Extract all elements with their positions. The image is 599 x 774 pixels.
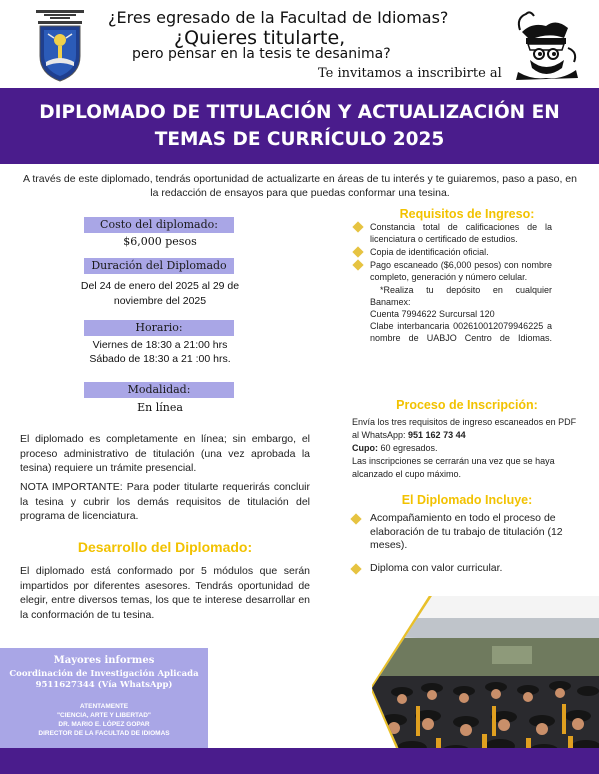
schedule-label: Horario: <box>84 320 234 336</box>
includes-list <box>350 512 572 584</box>
diamond-bullet-icon <box>350 563 361 574</box>
header-invitation: Te invitamos a inscribirte al <box>318 66 502 81</box>
footer-bar <box>0 748 599 774</box>
deposit-note-line-2: Cuenta 7994622 Surcursal 120 <box>370 309 495 319</box>
requirement-text: Copia de identificación oficial. <box>370 247 489 257</box>
modality-value: En línea <box>137 401 183 414</box>
list-item <box>354 259 552 283</box>
duration-line-1: Del 24 de enero del 2025 al 29 de <box>80 280 240 292</box>
list-item <box>354 246 552 258</box>
important-note-paragraph: NOTA IMPORTANTE: Para poder titularte requerirás concluir la tesina y cubrir los demás requisitos de titulación del programa de licenciatura. <box>20 481 310 523</box>
requirement-text: Constancia total de calificaciones de la licenciatura o certificado de estudios. <box>370 222 552 244</box>
process-text <box>352 416 582 481</box>
duration-label: Duración del Diplomado <box>84 258 234 274</box>
contact-box <box>0 648 208 748</box>
mascot-illustration <box>512 8 582 82</box>
cost-value: $6,000 pesos <box>123 235 197 248</box>
includes-title: El Diplomado Incluye: <box>401 493 533 507</box>
schedule-line-2: Sábado de 18:30 a 21 :00 hrs. <box>89 353 231 365</box>
university-crest-logo <box>34 10 86 82</box>
whatsapp-number: 951 162 73 44 <box>408 430 466 440</box>
duration-line-2: noviembre del 2025 <box>113 295 207 307</box>
schedule-line-1: Viernes de 18:30 a 21:00 hrs <box>92 339 228 351</box>
development-title: Desarrollo del Diplomado: <box>77 539 253 555</box>
list-item <box>350 512 572 553</box>
closing-note: Las inscripciones se cerrarán una vez que se haya alcanzado el cupo máximo. <box>352 456 555 479</box>
signature-line-1: ATENTAMENTE <box>79 703 129 710</box>
diamond-bullet-icon <box>352 221 363 232</box>
include-text: Acompañamiento en todo el proceso de elaboración de tu trabajo de titulación (12 meses). <box>370 512 563 551</box>
include-text: Diploma con valor curricular. <box>370 561 503 574</box>
list-item <box>354 221 552 245</box>
diamond-bullet-icon <box>352 246 363 257</box>
requirement-text: Pago escaneado ($6,000 pesos) con nombre completo, generación y número celular. <box>370 260 552 282</box>
header-question-1: ¿Eres egresado de la Facultad de Idiomas? <box>108 8 449 27</box>
online-paragraph: El diplomado es completamente en línea; sin embargo, el proceso administrativo de titulación (una vez aprobada la tesina) requiere un trámite presencial. <box>20 433 310 475</box>
process-instructions: Envía los tres requisitos de ingreso escaneados en PDF al WhatsApp: <box>352 417 577 440</box>
cupo-label: Cupo: <box>352 443 378 453</box>
deposit-note-line-3: Clabe interbancaria 002610012079946225 a nombre de UABJO Centro de Idiomas. <box>370 321 552 343</box>
modality-label: Modalidad: <box>84 382 234 398</box>
cupo-value: 60 egresados. <box>378 443 438 453</box>
requirements-list <box>354 221 552 345</box>
contact-title: Mayores informes <box>53 655 155 666</box>
requirements-title: Requisitos de Ingreso: <box>399 207 535 221</box>
intro-paragraph: A través de este diplomado, tendrás oportunidad de actualizarte en áreas de tu interés y te guiaremos, paso a paso, en la redacción de ensayos para que puedas conformar una tesina. <box>23 173 577 199</box>
banner-title-line-2: TEMAS DE CURRÍCULO 2025 <box>154 129 445 150</box>
signature-line-3: DR. MARIO E. LÓPEZ GOPAR <box>58 721 150 728</box>
diamond-bullet-icon <box>352 259 363 270</box>
banner-title-line-1: DIPLOMADO DE TITULACIÓN Y ACTUALIZACIÓN EN <box>39 102 560 123</box>
cost-label: Costo del diplomado: <box>84 217 234 233</box>
contact-phone: 9511627344 (Vía WhatsApp) <box>35 680 173 690</box>
header-question-2: ¿Quieres titularte, <box>174 27 346 49</box>
list-item <box>350 562 572 576</box>
title-banner <box>0 88 599 164</box>
contact-office: Coordinación de Investigación Aplicada <box>9 669 199 679</box>
signature-line-2: "CIENCIA, ARTE Y LIBERTAD" <box>56 712 152 719</box>
development-paragraph: El diplomado está conformado por 5 módulos que serán impartidos por diferentes asesores. Tendrás oportunidad de elegir, entre diversos temas, los que te interese desarrollar en la conformación de tu tesina. <box>20 565 310 621</box>
deposit-note <box>354 284 552 344</box>
deposit-note-line-1: *Realiza tu depósito en cualquier Banamex: <box>370 285 552 307</box>
header-question-3: pero pensar en la tesis te desanima? <box>132 46 391 62</box>
process-title: Proceso de Inscripción: <box>396 398 538 412</box>
diamond-bullet-icon <box>350 513 361 524</box>
signature-line-4: DIRECTOR DE LA FACULTAD DE IDIOMAS <box>38 730 170 737</box>
